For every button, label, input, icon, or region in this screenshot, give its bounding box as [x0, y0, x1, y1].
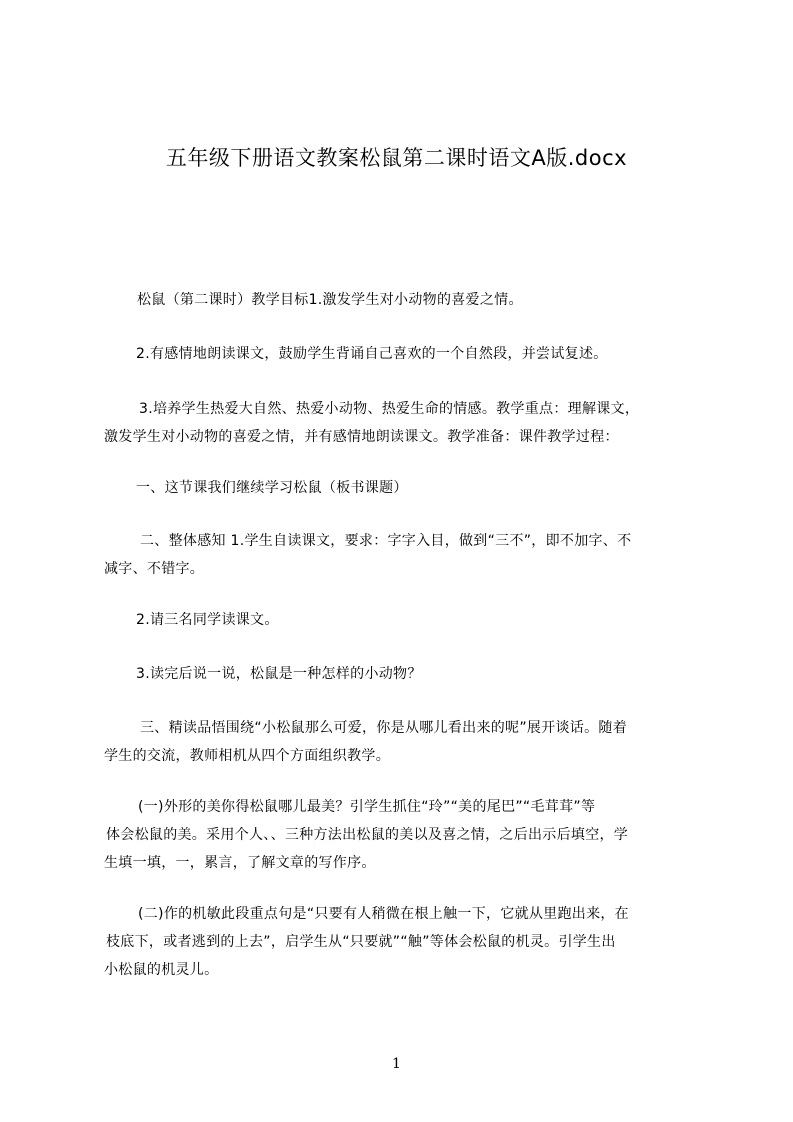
paragraph-line: 松鼠（第二课时）教学目标1.激发学生对小动物的喜爱之情。 [137, 292, 523, 308]
page-number: 1 [392, 1056, 401, 1072]
paragraph-line: 减字、不错字。 [104, 561, 205, 577]
paragraph-5 [104, 527, 704, 583]
paragraph-3 [104, 395, 704, 451]
paragraph-line: 学生的交流，教师相机从四个方面组织教学。 [104, 748, 390, 764]
paragraph-line: 激发学生对小动物的喜爱之情，并有感情地朗读课文。教学准备：课件教学过程： [104, 429, 619, 445]
paragraph-1 [137, 286, 737, 314]
paragraph-line: 2.请三名同学读课文。 [136, 612, 279, 628]
paragraph-6 [136, 606, 736, 634]
paragraph-9 [104, 793, 704, 877]
paragraph-line: 一、这节课我们继续学习松鼠（板书课题） [136, 480, 408, 496]
paragraph-line: 三、精读品悟围绕“小松鼠那么可爱，你是从哪儿看出来的呢”展开谈话。随着 [140, 720, 628, 736]
paragraph-2 [136, 340, 736, 368]
paragraph-7 [136, 660, 736, 688]
paragraph-line: (二)作的机敏此段重点句是“只要有人稍微在根上触一下，它就从里跑出来，在 [138, 906, 629, 922]
paragraph-8 [104, 714, 704, 770]
paragraph-line: 二、整体感知 1.学生自读课文，要求：字字入目，做到“三不”，即不加字、不 [140, 533, 632, 549]
document-title: 五年级下册语文教案松鼠第二课时语文A版.docx [165, 146, 628, 170]
paragraph-4 [136, 474, 736, 502]
paragraph-line: (一)外形的美你得松鼠哪儿最美？引学生抓住“玲”“美的尾巴”“毛茸茸”等 [138, 799, 596, 815]
paragraph-line: 生填一填，一，累言，了解文章的写作序。 [104, 855, 376, 871]
paragraph-line: 2.有感情地朗读课文，鼓励学生背诵自己喜欢的一个自然段，并尝试复述。 [136, 346, 608, 362]
paragraph-line: 3.培养学生热爱大自然、热爱小动物、热爱生命的情感。教学重点：理解课文， [139, 401, 640, 417]
paragraph-line: 体会松鼠的美。采用个人、、三种方法出松鼠的美以及喜之情，之后出示后填空，学 [106, 827, 629, 843]
paragraph-line: 3.读完后说一说，松鼠是一种怎样的小动物？ [136, 666, 422, 682]
paragraph-line: 枝底下，或者逃到的上去”，启学生从“只要就”“触”等体会松鼠的机灵。引学生出 [106, 934, 616, 950]
paragraph-line: 小松鼠的机灵儿。 [104, 962, 219, 978]
paragraph-10 [104, 900, 704, 984]
